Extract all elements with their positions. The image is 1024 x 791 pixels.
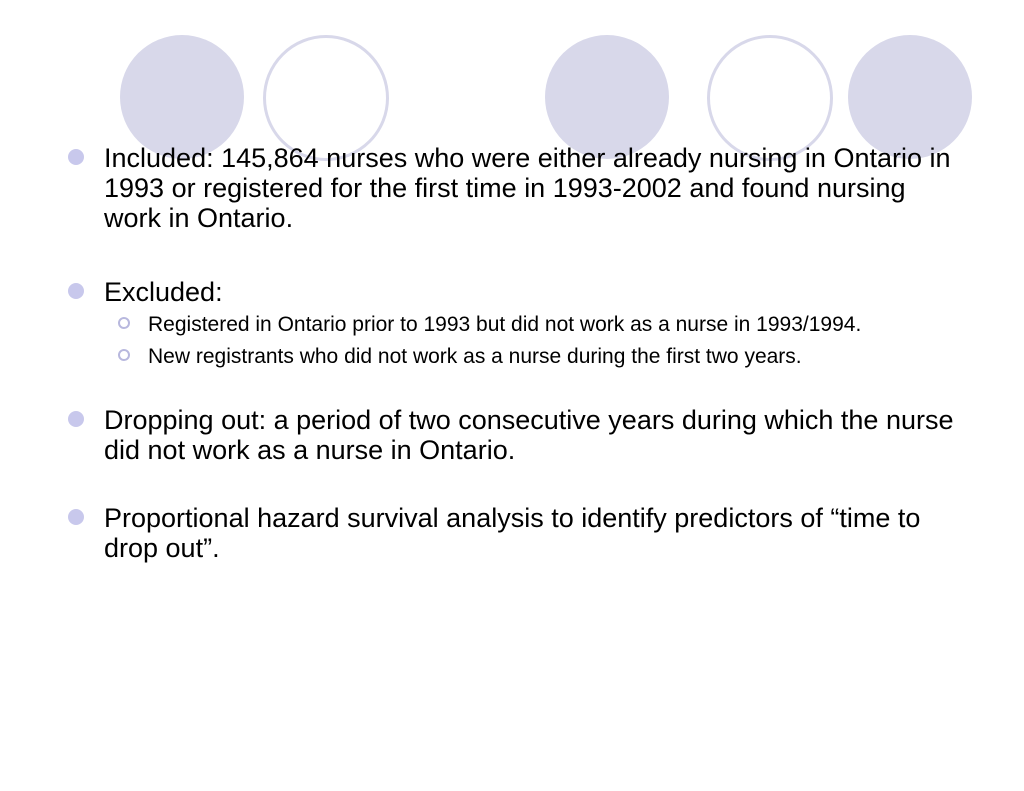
bullet-item-analysis — [68, 503, 968, 563]
decorative-circle-filled — [120, 35, 244, 159]
bullet-dot-icon — [68, 283, 84, 299]
sub-bullet-list — [68, 313, 968, 369]
bullet-dot-icon — [68, 149, 84, 165]
bullet-text: Excluded: — [104, 277, 223, 307]
bullet-item-excluded — [68, 277, 968, 307]
bullet-list — [68, 143, 968, 563]
bullet-dot-icon — [68, 509, 84, 525]
sub-bullet-item — [68, 313, 968, 337]
bullet-text: Included: 145,864 nurses who were either already nursing in Ontario in 1993 or registered for the first time in 1993-2002 and found nursing work in Ontario. — [104, 143, 951, 233]
decorative-circle-filled — [848, 35, 972, 159]
bullet-item-included — [68, 143, 968, 233]
bullet-item-dropping-out — [68, 405, 968, 465]
decorative-circle-filled — [545, 35, 669, 159]
sub-bullet-item — [68, 345, 968, 369]
sub-bullet-ring-icon — [118, 349, 130, 361]
bullet-dot-icon — [68, 411, 84, 427]
sub-bullet-ring-icon — [118, 317, 130, 329]
sub-bullet-text: Registered in Ontario prior to 1993 but did not work as a nurse in 1993/1994. — [148, 313, 862, 336]
bullet-text: Dropping out: a period of two consecutive years during which the nurse did not work as a nurse in Ontario. — [104, 405, 954, 465]
sub-bullet-text: New registrants who did not work as a nurse during the first two years. — [148, 345, 802, 368]
bullet-text: Proportional hazard survival analysis to identify predictors of “time to drop out”. — [104, 503, 921, 563]
